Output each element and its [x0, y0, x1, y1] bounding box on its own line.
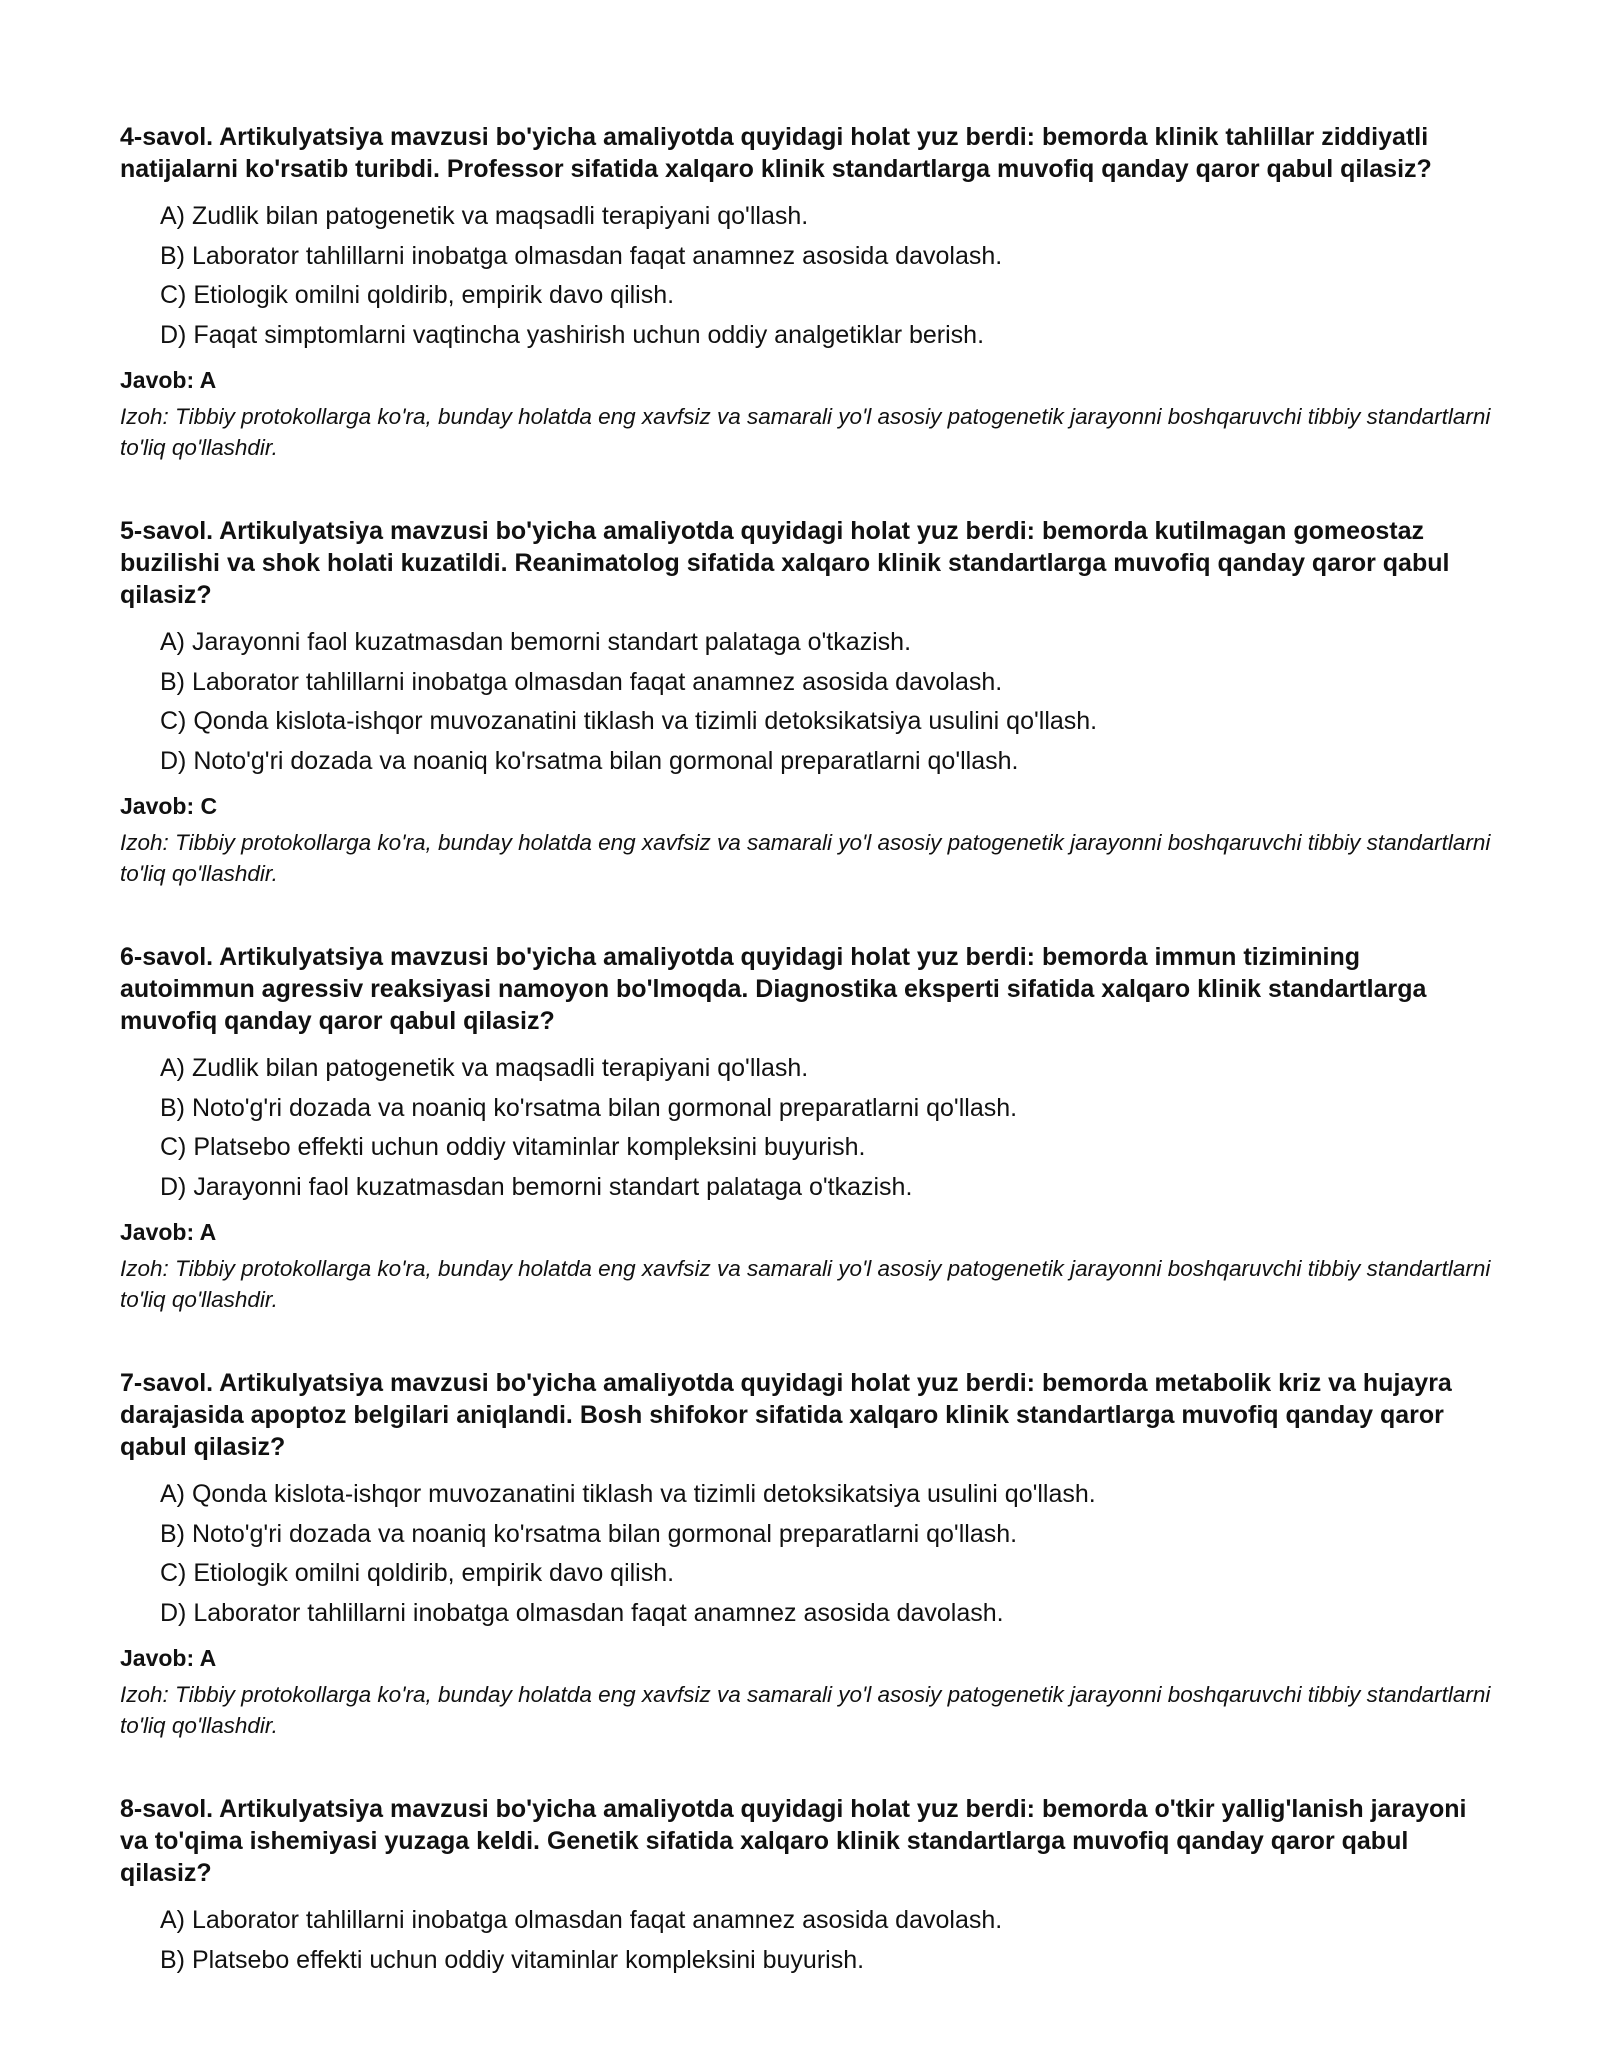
- option-c: C) Qonda kislota-ishqor muvozanatini tiklash va tizimli detoksikatsiya usulini qo'llash.: [160, 707, 1098, 735]
- option-a: A) Zudlik bilan patogenetik va maqsadli terapiyani qo'llash.: [160, 1054, 809, 1082]
- option-b: B) Noto'g'ri dozada va noaniq ko'rsatma bilan gormonal preparatlarni qo'llash.: [160, 1519, 1018, 1548]
- option-d: D) Noto'g'ri dozada va noaniq ko'rsatma bilan gormonal preparatlarni qo'llash.: [160, 746, 1019, 775]
- question-text: 4-savol. Artikulyatsiya mavzusi bo'yicha amaliyotda quyidagi holat yuz berdi: bemorda klinik tahlillar ziddiyatli natijalarni ko'rsatib turibdi. Professor sifatida xalqaro klinik standartlarga muvofiq qanday qaror qabul qilasiz?: [120, 123, 1432, 183]
- option-d: D) Faqat simptomlarni vaqtincha yashirish uchun oddiy analgetiklar berish.: [160, 320, 985, 349]
- option-d: D) Jarayonni faol kuzatmasdan bemorni standart palataga o'tkazish.: [160, 1172, 913, 1201]
- answer-label: Javob: A: [120, 1645, 217, 1671]
- question-block: [120, 121, 1500, 463]
- option-b: B) Noto'g'ri dozada va noaniq ko'rsatma bilan gormonal preparatlarni qo'llash.: [160, 1093, 1018, 1122]
- option-a: A) Laborator tahlillarni inobatga olmasdan faqat anamnez asosida davolash.: [160, 1906, 1003, 1934]
- question-block: [120, 1367, 1500, 1741]
- option-a: A) Qonda kislota-ishqor muvozanatini tiklash va tizimli detoksikatsiya usulini qo'llash.: [160, 1480, 1096, 1508]
- answer-label: Javob: A: [120, 367, 217, 393]
- answer-label: Javob: A: [120, 1219, 217, 1245]
- document-page: [120, 121, 1500, 2032]
- option-c: C) Etiologik omilni qoldirib, empirik davo qilish.: [160, 1559, 675, 1587]
- question-block: [120, 515, 1500, 889]
- explanation-note: Izoh: Tibbiy protokollarga ko'ra, bunday holatda eng xavfsiz va samarali yo'l asosiy patogenetik jarayonni boshqaruvchi tibbiy standartlarni to'liq qo'llashdir.: [120, 830, 1491, 886]
- explanation-note: Izoh: Tibbiy protokollarga ko'ra, bunday holatda eng xavfsiz va samarali yo'l asosiy patogenetik jarayonni boshqaruvchi tibbiy standartlarni to'liq qo'llashdir.: [120, 404, 1491, 460]
- option-a: A) Jarayonni faol kuzatmasdan bemorni standart palataga o'tkazish.: [160, 628, 912, 656]
- question-text: 6-savol. Artikulyatsiya mavzusi bo'yicha amaliyotda quyidagi holat yuz berdi: bemorda immun tizimining autoimmun agressiv reaksiyasi namoyon bo'lmoqda. Diagnostika eksperti sifatida xalqaro klinik standartlarga muvofiq qanday qaror qabul qilasiz?: [120, 943, 1427, 1035]
- question-text: 7-savol. Artikulyatsiya mavzusi bo'yicha amaliyotda quyidagi holat yuz berdi: bemorda metabolik kriz va hujayra darajasida apoptoz belgilari aniqlandi. Bosh shifokor sifatida xalqaro klinik standartlarga muvofiq qanday qaror qabul qilasiz?: [120, 1369, 1452, 1461]
- option-b: B) Platsebo effekti uchun oddiy vitaminlar kompleksini buyurish.: [160, 1945, 865, 1974]
- option-list: [120, 1475, 1500, 1633]
- option-b: B) Laborator tahlillarni inobatga olmasdan faqat anamnez asosida davolash.: [160, 241, 1003, 270]
- explanation-note: Izoh: Tibbiy protokollarga ko'ra, bunday holatda eng xavfsiz va samarali yo'l asosiy patogenetik jarayonni boshqaruvchi tibbiy standartlarni to'liq qo'llashdir.: [120, 1256, 1491, 1312]
- explanation-note: Izoh: Tibbiy protokollarga ko'ra, bunday holatda eng xavfsiz va samarali yo'l asosiy patogenetik jarayonni boshqaruvchi tibbiy standartlarni to'liq qo'llashdir.: [120, 1682, 1491, 1738]
- question-block: [120, 1793, 1500, 1980]
- answer-label: Javob: C: [120, 793, 218, 819]
- question-text: 8-savol. Artikulyatsiya mavzusi bo'yicha amaliyotda quyidagi holat yuz berdi: bemorda o'tkir yallig'lanish jarayoni va to'qima ishemiyasi yuzaga keldi. Genetik sifatida xalqaro klinik standartlarga muvofiq qanday qaror qabul qilasiz?: [120, 1795, 1467, 1887]
- option-list: [120, 623, 1500, 781]
- option-b: B) Laborator tahlillarni inobatga olmasdan faqat anamnez asosida davolash.: [160, 667, 1003, 696]
- option-d: D) Laborator tahlillarni inobatga olmasdan faqat anamnez asosida davolash.: [160, 1598, 1004, 1627]
- option-list: [120, 197, 1500, 355]
- option-list: [120, 1901, 1500, 1980]
- question-text: 5-savol. Artikulyatsiya mavzusi bo'yicha amaliyotda quyidagi holat yuz berdi: bemorda kutilmagan gomeostaz buzilishi va shok holati kuzatildi. Reanimatolog sifatida xalqaro klinik standartlarga muvofiq qanday qaror qabul qilasiz?: [120, 517, 1450, 609]
- option-a: A) Zudlik bilan patogenetik va maqsadli terapiyani qo'llash.: [160, 202, 809, 230]
- option-c: C) Etiologik omilni qoldirib, empirik davo qilish.: [160, 281, 675, 309]
- option-c: C) Platsebo effekti uchun oddiy vitaminlar kompleksini buyurish.: [160, 1133, 866, 1161]
- question-block: [120, 941, 1500, 1315]
- option-list: [120, 1049, 1500, 1207]
